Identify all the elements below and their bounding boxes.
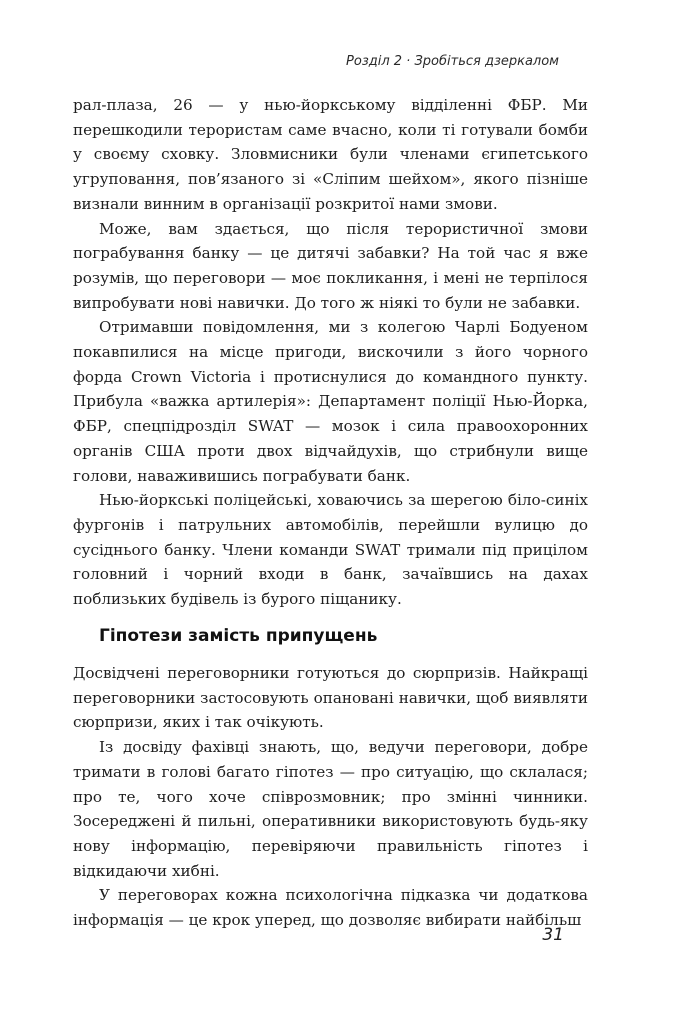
- paragraph-4: Нью-йоркські поліцейські, ховаючись за шерегою біло-синіх фургонів і патрульних автомобілів, перейшли вулицю до сусіднього банку. Члени команди SWAT тримали під прицілом головний і чорний входи в банк, зачаївшись на дахах поблизьких будівель із бурого піщанику.: [73, 491, 588, 609]
- paragraph-3: Отримавши повідомлення, ми з колегою Чарлі Бодуеном покавпилися на місце пригоди, вискочили з його чорного форда Crown Victoria і протиснулися до командного пункту. Прибула «важка артилерія»: Департамент поліції Нью-Йорка, ФБР, спецпідрозділ SWAT — мозок і сила правоохоронних органів США проти двох відчайдухів, що стрибнули вище голови, наваживишись пограбувати банк.: [73, 318, 588, 485]
- paragraph-5: Досвідчені переговорники готуються до сюрпризів. Найкращі переговорники застосовують опановані навички, щоб виявляти сюрпризи, яких і так очікують.: [73, 664, 588, 732]
- section-heading: Гіпотези замість припущень: [99, 626, 378, 646]
- body-text-top: [73, 93, 588, 612]
- paragraph-2: Може, вам здається, що після терористичної змови пограбування банку — це дитячі забавки? На той час я вже розумів, що переговори — моє покликання, і мені не терпілося випробувати нові навички. До того ж ніякі то були не забавки.: [73, 219, 588, 312]
- page-number: 31: [542, 925, 564, 945]
- paragraph-7: У переговорах кожна психологічна підказка чи додаткова інформація — це крок уперед, що дозволяє вибирати найбільш: [73, 886, 588, 930]
- paragraph-1: рал-плаза, 26 — у нью-йоркському відділенні ФБР. Ми перешкодили терористам саме вчасно, коли ті готували бомби у своєму сховку. Зловмисники були членами єгипетського угруповання, пов’язаного зі «Сліпим шейхом», якого пізніше визнали винним в організації розкритої нами змови.: [73, 96, 588, 213]
- paragraph-6: Із досвіду фахівці знають, що, ведучи переговори, добре тримати в голові багато гіпотез — про ситуацію, що склалася; про те, чого хоче співрозмовник; про змінні чинники. Зосереджені й пильні, оперативники використовують будь-яку нову інформацію, перевіряючи правильність гіпотез і відкидаючи хибні.: [73, 738, 588, 880]
- body-text-bottom: [73, 661, 588, 933]
- running-header: Розділ 2 · Зробіться дзеркалом: [346, 54, 559, 69]
